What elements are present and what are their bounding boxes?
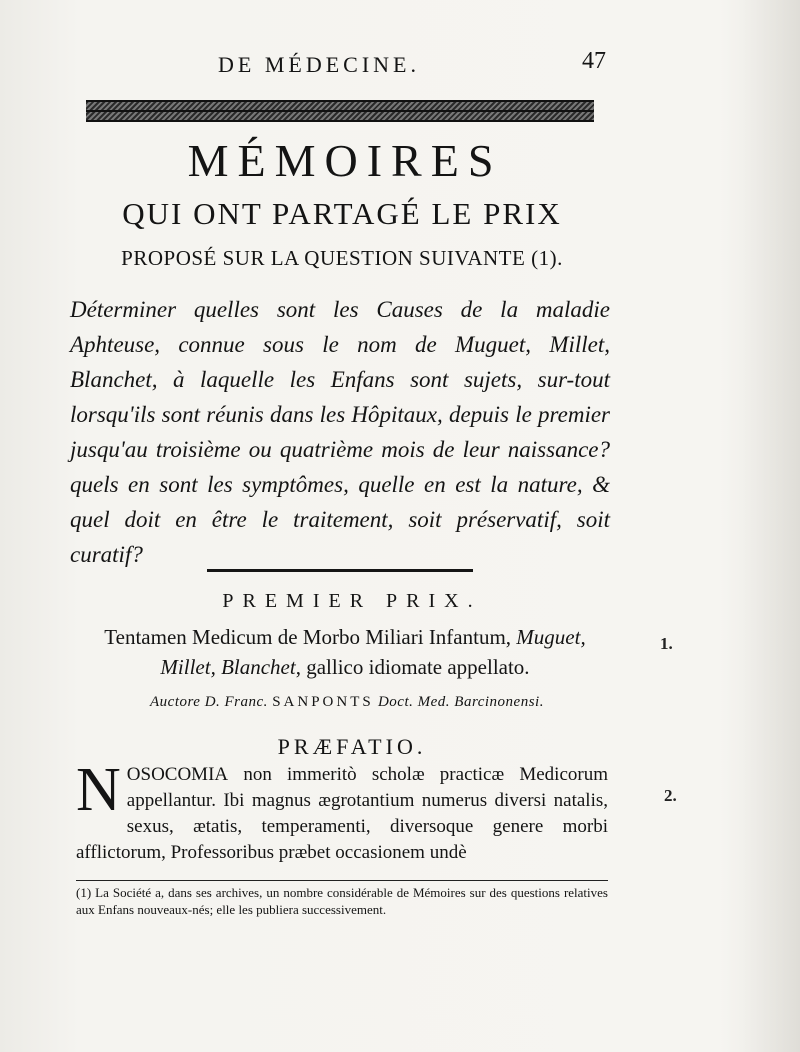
author-name: SANPONTS [272, 694, 374, 710]
section-divider [207, 569, 473, 572]
page-header [86, 48, 606, 80]
page-edge-shadow [740, 0, 800, 1052]
running-title: DE MÉDECINE. [218, 52, 420, 77]
ornamental-rule [86, 100, 594, 122]
preface-body [76, 756, 608, 866]
title-line-3: PROPOSÉ SUR LA QUESTION SUIVANTE (1). [121, 246, 563, 270]
margin-note-1: 1. [660, 634, 673, 653]
title-memoires: MÉMOIRES [187, 135, 503, 186]
premier-prix-heading: PREMIER PRIX. [222, 590, 482, 612]
prize-question [70, 292, 610, 572]
work-title [80, 622, 610, 682]
praefatio-heading: PRÆFATIO. [277, 734, 427, 759]
work-title-part-c: , gallico idiomate appellato. [295, 655, 530, 679]
drop-cap: N [76, 756, 121, 824]
prize-question-text: Déterminer quelles sont les Causes de la maladie Aphteuse, connue sous le nom de Muguet, Millet, Blanchet, à laquelle les Enfans sont sujets, sur-tout lorsqu'ils sont réunis dans les Hôpitaux, depuis le premier jusqu'au troisième ou quatrième mois de leur naissance? quels en sont les symptômes, quelle en est la nature, & quel doit en être le traitement, soit préservatif, soit curatif? [70, 297, 610, 567]
work-title-part-a: Tentamen Medicum de Morbo Miliari Infantum, [104, 625, 517, 649]
author-line [92, 694, 602, 711]
footnote: (1) La Société a, dans ses archives, un nombre considérable de Mémoires sur des questions relatives aux Enfans nouveaux-nés; elle les publiera successivement. [76, 885, 608, 917]
author-prefix: Auctore D. Franc. [150, 694, 273, 710]
author-suffix: Doct. Med. Barcinonensi. [373, 694, 544, 710]
page-number: 47 [582, 48, 606, 74]
preface-text: non immeritò scholæ practicæ Medicorum appellantur. Ibi magnus ægrotantium numerus diversi natalis, sexus, ætatis, temperamenti, diversoque genere morbi afflictorum, Professoribus præbet occasionem undè [76, 764, 608, 863]
title-line-2: QUI ONT PARTAGÉ LE PRIX [122, 196, 562, 231]
footnote-rule [76, 880, 608, 881]
preface-first-word: OSOCOMIA [126, 764, 229, 785]
work-title-part-b: Muguet, Millet, Blanchet [160, 625, 586, 679]
margin-note-2: 2. [664, 786, 677, 805]
